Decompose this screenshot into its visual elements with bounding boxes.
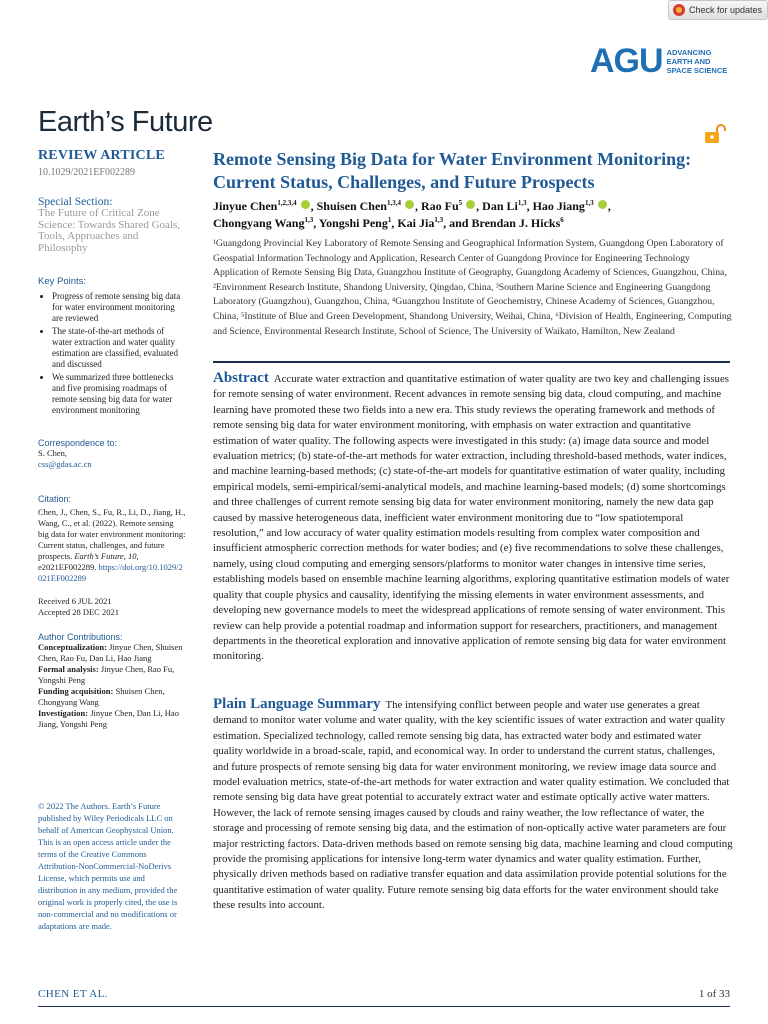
citation-journal: Earth’s Future, 10 — [74, 551, 137, 561]
footer-divider — [38, 1006, 730, 1007]
orcid-icon[interactable] — [405, 200, 414, 209]
contribution-entry: Investigation: Jinyue Chen, Dan Li, Hao Jiang, Yongshi Peng — [38, 708, 179, 729]
running-head: CHEN ET AL. — [38, 988, 108, 1000]
abstract — [213, 371, 733, 665]
check-for-updates-button[interactable] — [668, 0, 768, 20]
author[interactable]: Kai Jia$^{1,3}$ — [397, 216, 444, 230]
key-point: • Progress of remote sensing big data for water environment monitoring are reviewed — [52, 291, 186, 324]
author[interactable]: Yongshi Peng$^1$ — [318, 216, 392, 230]
sidebar — [38, 148, 186, 932]
contribution-entry: Formal analysis: Jinyue Chen, Rao Fu, Yongshi Peng — [38, 664, 175, 685]
author[interactable]: Hao Jiang$^{1,3}$ — [532, 199, 594, 213]
author[interactable]: Chongyang Wang$^{1,3}$ — [213, 216, 314, 230]
section-divider — [213, 361, 730, 363]
orcid-icon[interactable] — [598, 200, 607, 209]
orcid-icon[interactable] — [301, 200, 310, 209]
pls-text: The intensifying conflict between people and water use generates a great demand to monitor water volume and water quality, with the key scientific issues of water extraction and water quality estimation. Specialized technology, called remote sensing big data, has extracted water body and estimated water quality worldwide in a broad-scale, rapid, and economical way. In order to understand the current status, challenges, and future prospects of remote sensing big data for water environment monitoring, we review image data source and model evaluation metrics, state-of-the-art methods for water extraction and water quality estimation. We concluded that remote sensing big data have great potential to accurately extract water and estimate optically active water matters. However, the lack of remote sensing images caused by clouds and rainy weather, the low reflectance of water, the storage and processing of remote sensing big data, and the estimation of non-optically active water parameters are four major restricting factors. Data-driven methods based on remote sensing big data, machine learning and cloud computing provide the promising applications for intensive long-term water dynamics and water quality estimation. Further, physically driven methods based on radiative transfer equation and data assimilation provide potential solutions for the quantitative estimation of water quality. Future remote sensing big data efforts for the water environment should take these results into account. — [213, 699, 733, 912]
abstract-text: Accurate water extraction and quantitative estimation of water quality are two key and challenging issues for remote sensing of water environment. Recent advances in remote sensing big data, cloud computing, and machine learning have promoted these two fields into a new era. This study reviews the operating framework and methods of remote sensing big data for water environment monitoring, with emphasis on water extraction and quantitative estimation of water quality. The following aspects were investigated in this study: (a) image data source and model evaluation metrics; (b) state-of-the-art methods for water extraction, including threshold-based methods, water indices, and machine learning-based methods; (c) state-of-the-art models for quantitative estimation of water quality, including empirical models, semi-empirical/semi-analytical models, and machine learning-based models; (d) some shortcomings and three challenges of current remote sensing big data for water environment monitoring, namely the new data gap caused by massive heterogeneous data, inefficient water environment monitoring due to “low spatiotemporal resolution,” and low accuracy of water quality estimation models resulting from complex water composition and insufficient atmospheric correction methods for water bodies; and (e) five recommendations to solve these challenges, namely, using cloud computing and emerging sensors/platforms to monitor water changes in intensive time series, establishing models based on ensemble machine learning algorithms, exploring quantitative estimation models of water quality that couple physics and causality, identifying the missing elements in water environment assessments, and developing new governance models to meet the widespread applications of remote sensing of water environment. This review can help provide a potential roadmap and information support for researchers, practitioners, and management departments in the theoretical exploration and innovative application of remote sensing big data for water environment monitoring. — [213, 373, 730, 663]
page-number: 1 of 33 — [698, 988, 730, 1000]
key-points-label: Key Points: — [38, 276, 87, 287]
author[interactable]: Jinyue Chen$^{1,2,3,4}$ — [213, 199, 297, 213]
affiliations: ¹Guangdong Provincial Key Laboratory of Remote Sensing and Geographical Information System, Guangdong Open Laboratory of Geospatial Information Technology and Application, Research Center of Guangdong Province for Engineering Technology Application of Remote Sensing Big Data, Guangzhou Institute of Geography, Guangdong Academy of Sciences, Guangzhou, China, ²Environment Research Institute, Shandong University, Qingdao, China, ³Southern Marine Science and Engineering Guangdong Laboratory (Guangzhou), Guangzhou, China, ⁴Guangzhou Institute of Geochemistry, Chinese Academy of Sciences, Guangzhou, China, ⁵Institute of Blue and Green Development, Shandong University, Weihai, China, ⁶Division of Health, Engineering, Computing and Science, Environmental Research Institute, School of Science, The University of Waikato, Hamilton, New Zealand — [213, 238, 732, 337]
contribution-entry: Funding acquisition: Shuisen Chen, Chongyang Wang — [38, 686, 165, 707]
author[interactable]: Shuisen Chen$^{1,3,4}$ — [316, 199, 401, 213]
check-updates-label: Check for updates — [689, 5, 763, 15]
received-date: Received 6 JUL 2021 — [38, 596, 112, 606]
orcid-icon[interactable] — [466, 200, 475, 209]
agu-tagline: ADVANCING EARTH AND SPACE SCIENCE — [666, 47, 728, 75]
article-type: REVIEW ARTICLE — [38, 148, 165, 163]
key-points-list — [38, 291, 186, 416]
correspondence-email-link[interactable]: css@gdas.ac.cn — [38, 459, 92, 469]
accepted-date: Accepted 28 DEC 2021 — [38, 607, 119, 617]
special-section-text[interactable]: The Future of Critical Zone Science: Towards Shared Goals, Tools, Approaches and Philosophy — [38, 207, 180, 254]
author-list: Jinyue Chen$^{1,2,3,4}$ , Shuisen Chen$^{1,3,4}$ , Rao Fu$^5$ , Dan Li$^{1,3}$, Hao Jiang$^{1,3}$ , Chongyang Wang$^{1,3}$, Yongshi Peng$^1$, Kai Jia$^{1,3}$, and Brendan J. Hicks$^6$ — [213, 199, 611, 230]
key-point: • We summarized three bottlenecks and five promising roadmaps of remote sensing big data for water environment monitoring — [52, 372, 186, 416]
plain-language-summary — [213, 697, 733, 914]
correspondence-name: S. Chen, — [38, 448, 68, 458]
citation-label: Citation: — [38, 494, 72, 504]
author-contributions-label: Author Contributions: — [38, 632, 123, 642]
agu-logo-mark: AGU — [590, 42, 663, 80]
abstract-heading: Abstract — [213, 370, 269, 386]
citation-doi-link[interactable]: https://doi.org/10.1029/2021EF002289 — [38, 562, 183, 583]
special-section-label: Special Section: — [38, 196, 113, 208]
doi[interactable]: 10.1029/2021EF002289 — [38, 167, 135, 178]
journal-title: Earth’s Future — [38, 106, 213, 138]
citation-text: Chen, J., Chen, S., Fu, R., Li, D., Jiang, H., Wang, C., et al. (2022). Remote sensing big data for water environment monitoring: Current status, challenges, and future prospects. Earth’s Future, 10, e2021EF002289. https://doi.org/10.1029/2021EF002289 — [38, 507, 186, 583]
contribution-entry: Conceptualization: Jinyue Chen, Shuisen Chen, Rao Fu, Dan Li, Hao Jiang — [38, 642, 183, 663]
author[interactable]: Dan Li$^{1,3}$ — [482, 199, 527, 213]
agu-logo[interactable] — [590, 44, 727, 78]
key-point: • The state-of-the-art methods of water extraction and water quality estimation are classified, evaluated and discussed — [52, 326, 186, 370]
author[interactable]: Brendan J. Hicks$^6$ — [471, 216, 564, 230]
correspondence-label: Correspondence to: — [38, 438, 118, 448]
check-updates-icon — [673, 4, 685, 16]
license-text[interactable]: © 2022 The Authors. Earth’s Future published by Wiley Periodicals LLC on behalf of American Geophysical Union. This is an open access article under the terms of the Creative Commons Attribution-NonCommercial-NoDerivs License, which permits use and distribution in any medium, provided the original work is properly cited, the use is non-commercial and no modifications or adaptations are made. — [38, 801, 178, 931]
open-access-icon — [704, 124, 726, 144]
article-title: Remote Sensing Big Data for Water Environment Monitoring: Current Status, Challenges, and Future Prospects — [213, 149, 692, 192]
pls-heading: Plain Language Summary — [213, 696, 381, 712]
author[interactable]: Rao Fu$^5$ — [420, 199, 463, 213]
